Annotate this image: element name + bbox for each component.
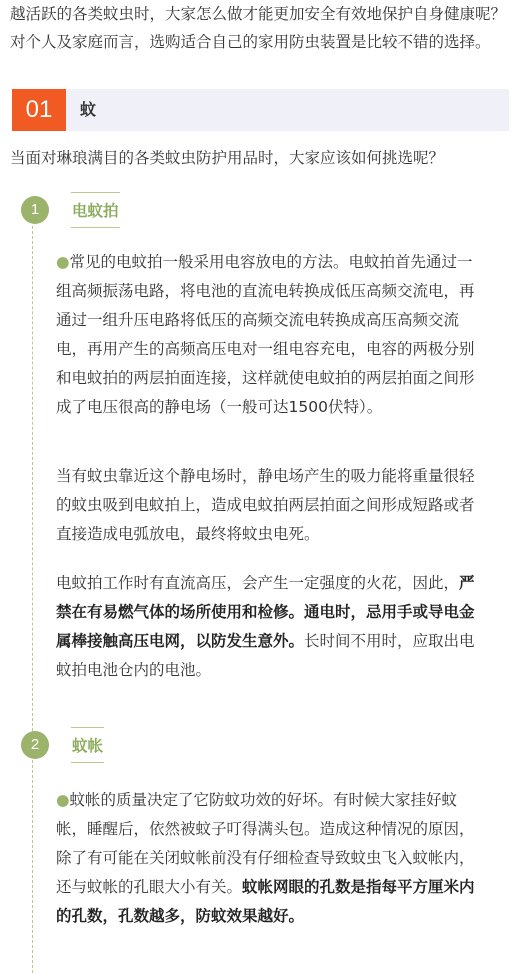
timeline-line-2 <box>32 760 33 973</box>
item-number-badge-2: 2 <box>21 731 49 759</box>
section-header <box>12 89 509 131</box>
item-1-paragraph-2: 当有蚊虫靠近这个静电场时，静电场产生的吸力能将重量很轻的蚊虫吸到电蚊拍上，造成电蚊拍两层拍面之间形成短路或者直接造成电弧放电，最终将蚊虫电死。 <box>56 467 475 543</box>
item-title-2: 蚊帐 <box>71 727 104 763</box>
item-1-paragraph-1: ●常见的电蚊拍一般采用电容放电的方法。电蚊拍首先通过一组高频振荡电路，将电池的直流电转换成低压高频交流电，再通过一组升压电路将低压的高频交流电转换成高压高频交流电，再用产生的高频高压电对一组电容充电，电容的两极分别和电蚊拍的两层拍面连接，这样就使电蚊拍的两层拍面之间形成了电压很高的静电场（一般可达1500伏特）。 <box>56 253 475 416</box>
section-number: 01 <box>12 89 66 131</box>
item-title-1: 电蚊拍 <box>71 192 120 228</box>
item-number-badge-1: 1 <box>21 196 49 224</box>
item-1-paragraph-3: 电蚊拍工作时有直流高压，会产生一定强度的火花，因此，严禁在有易燃气体的场所使用和检修。通电时，忌用手或导电金属棒接触高压电网，以防发生意外。长时间不用时，应取出电蚊拍电池仓内的电池。 <box>56 574 475 679</box>
timeline-line-1 <box>32 226 33 731</box>
section-lead: 当面对琳琅满目的各类蚊虫防护用品时，大家应该如何挑选呢？ <box>10 149 445 167</box>
bullet-dot: ● <box>56 253 70 271</box>
highlight-text: 蚊帐网眼的孔数是指每平方厘米内的孔数，孔数越多，防蚊效果越好。 <box>56 878 475 925</box>
intro-paragraph: 越活跃的各类蚊虫时，大家怎么做才能更加安全有效地保护自身健康呢？对个人及家庭而言，选购适合自己的家用防虫装置是比较不错的选择。 <box>10 5 507 51</box>
item-2-paragraph-1: ●蚊帐的质量决定了它防蚊功效的好坏。有时候大家挂好蚊帐，睡醒后，依然被蚊子叮得满头包。造成这种情况的原因，除了有可能在关闭蚊帐前没有仔细检查导致蚊虫飞入蚊帐内，还与蚊帐的孔眼大小有关。蚊帐网眼的孔数是指每平方厘米内的孔数，孔数越多，防蚊效果越好。 <box>56 791 475 925</box>
warning-text: 严禁在有易燃气体的场所使用和检修。通电时，忌用手或导电金属棒接触高压电网，以防发生意外。 <box>56 574 475 650</box>
section-title: 蚊 <box>80 100 97 119</box>
bullet-dot: ● <box>56 791 70 809</box>
